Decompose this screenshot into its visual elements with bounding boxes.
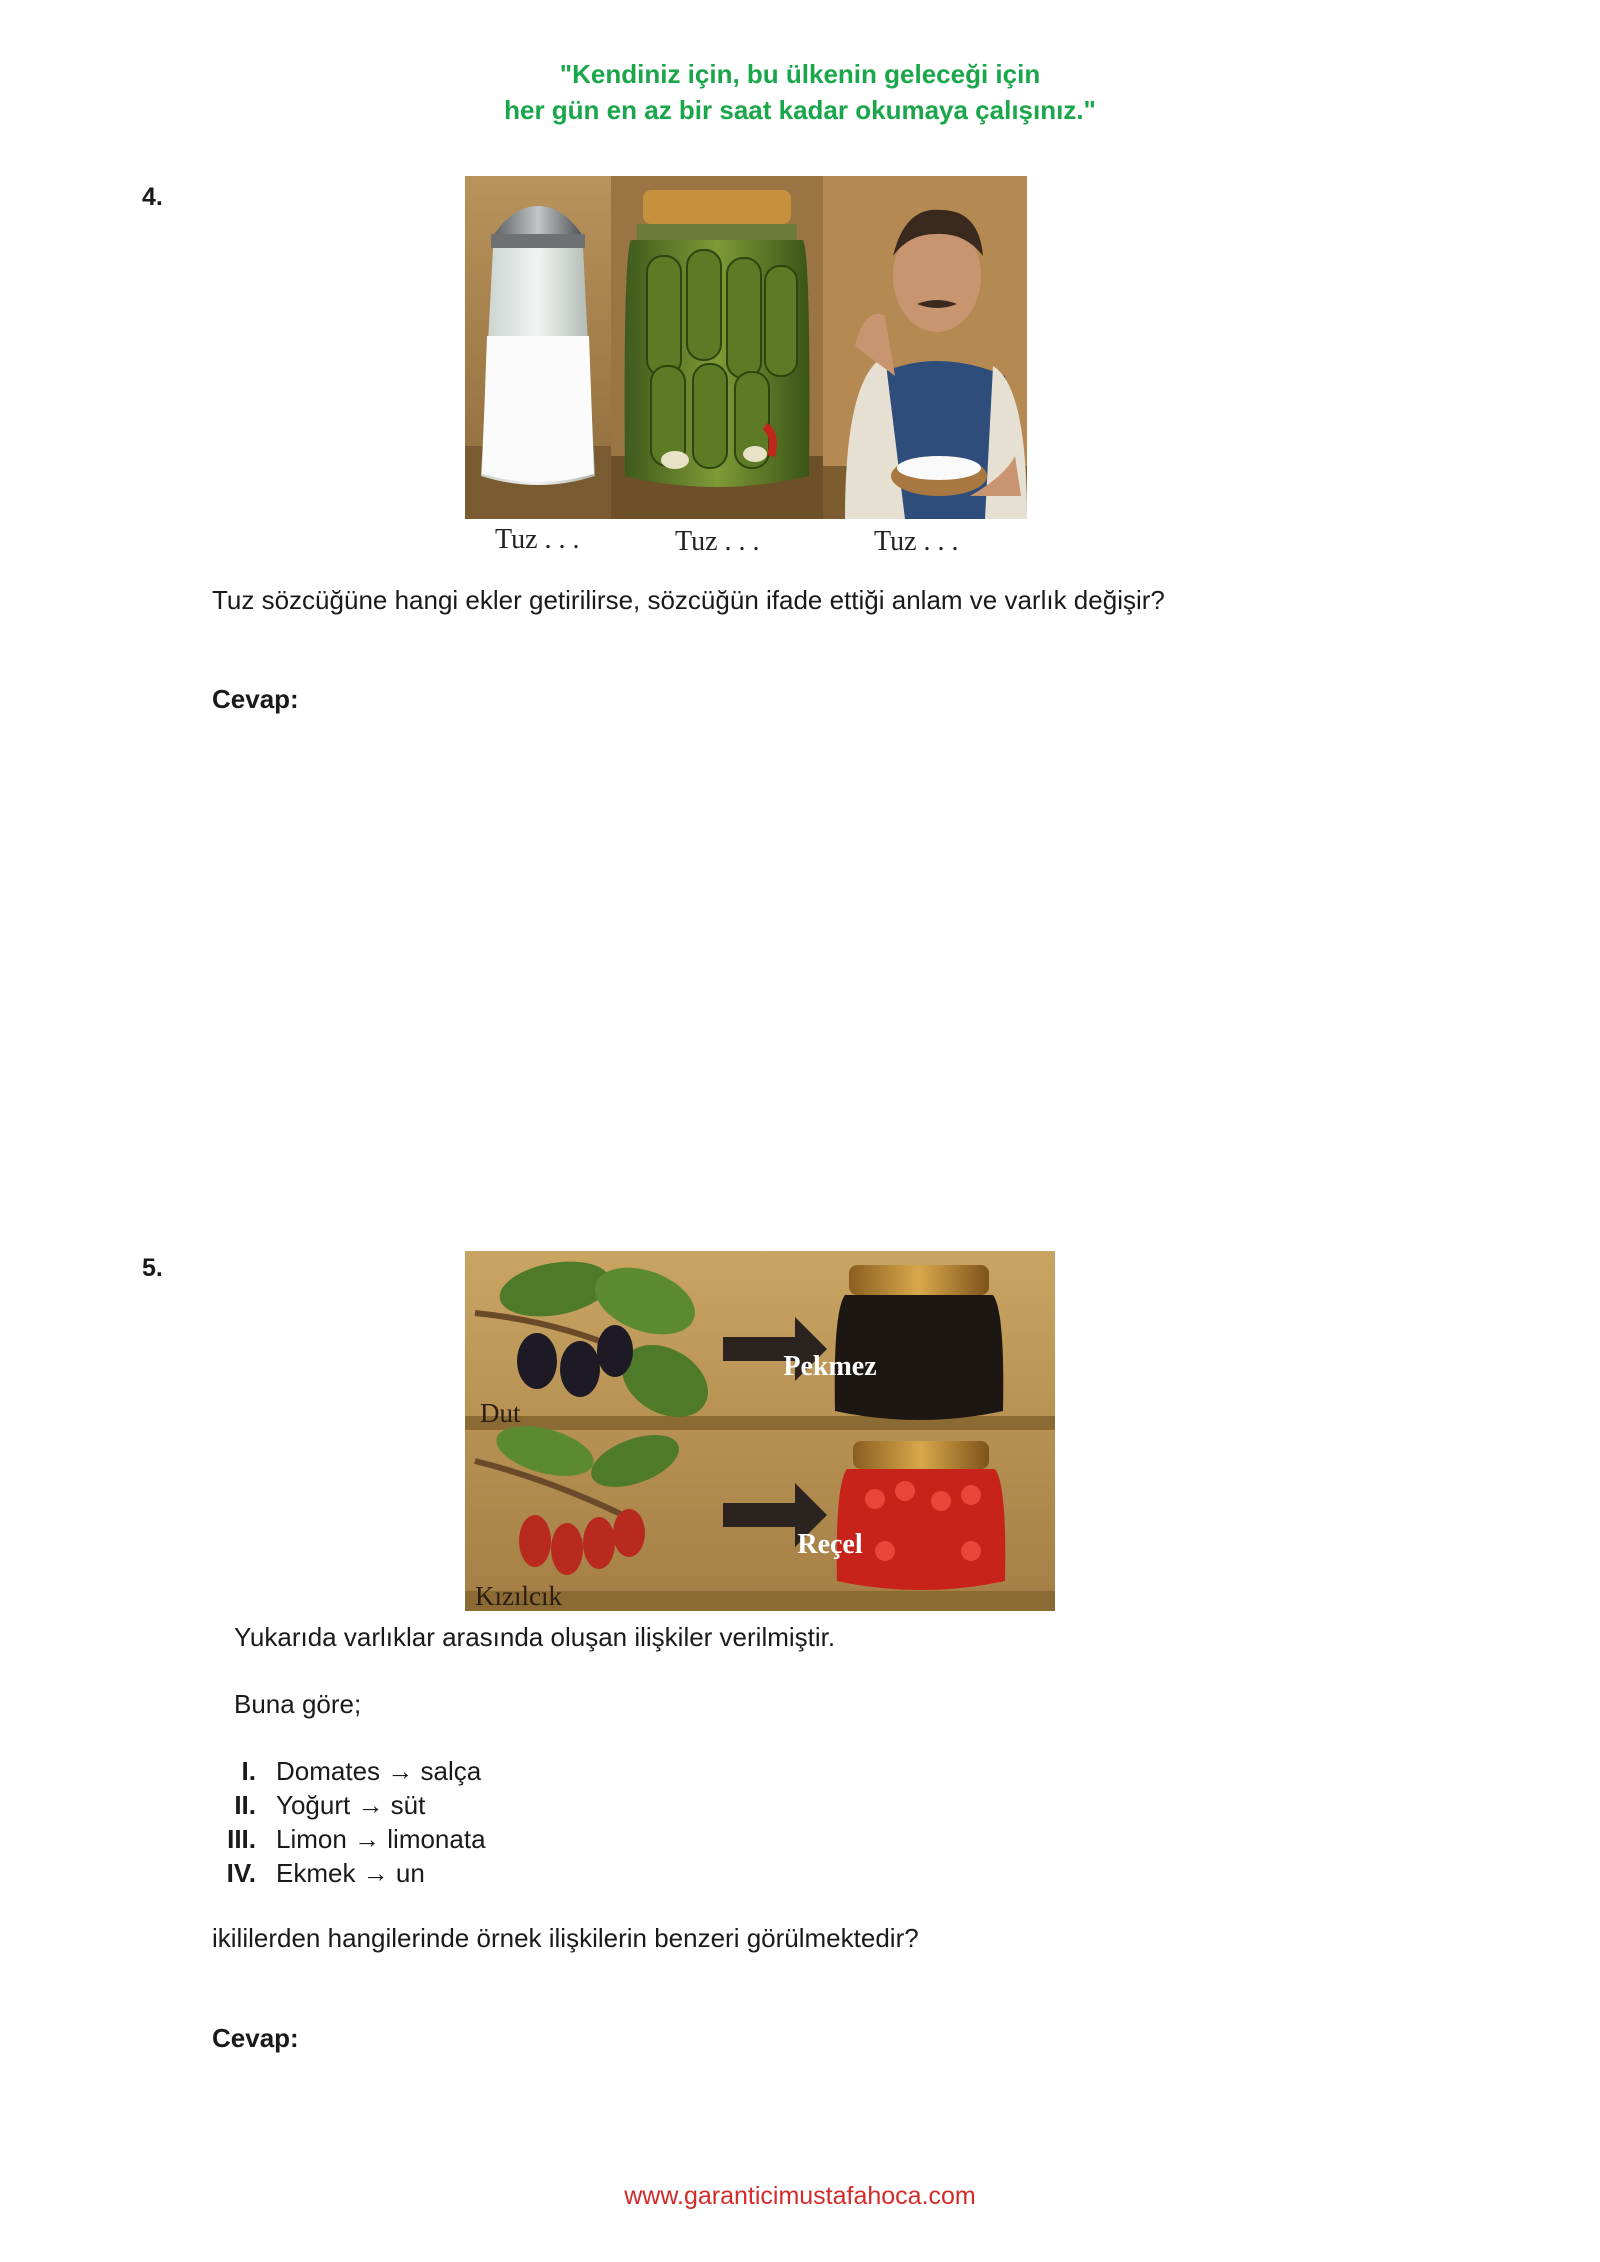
question-5-intro: Yukarıda varlıklar arasında oluşan ilişkiler verilmiştir. — [234, 1622, 836, 1652]
salt-pickles-illustration — [465, 176, 1027, 519]
option-2 — [216, 1788, 486, 1822]
question-4-number: 4. — [142, 183, 163, 211]
label-recel: Reçel — [797, 1529, 863, 1560]
label-pekmez: Pekmez — [783, 1351, 877, 1382]
option-3 — [216, 1822, 486, 1856]
option-4-text: Ekmek → un — [276, 1858, 425, 1888]
question-5-answer-label: Cevap: — [212, 2023, 299, 2053]
footer-website: www.garanticimustafahoca.com — [624, 2182, 976, 2210]
motivational-quote — [0, 56, 1600, 128]
option-4-numeral: IV. — [226, 1858, 256, 1888]
option-1 — [216, 1754, 486, 1788]
question-4-prompt: Tuz sözcüğüne hangi ekler getirilirse, sözcüğün ifade ettiği anlam ve varlık değişir? — [212, 585, 1165, 615]
question-5-number: 5. — [142, 1254, 163, 1282]
question-5-lead: Buna göre; — [234, 1689, 362, 1719]
caption-2: Tuz . . . — [675, 526, 760, 557]
question-5-options — [216, 1754, 486, 1890]
question-4-answer-label: Cevap: — [212, 684, 299, 714]
option-1-text: Domates → salça — [276, 1756, 482, 1786]
option-3-numeral: III. — [227, 1824, 256, 1854]
salt-pickles-image — [465, 176, 1027, 519]
fruit-products-image — [465, 1251, 1055, 1611]
label-kizilcik: Kızılcık — [475, 1581, 562, 1611]
option-1-numeral: I. — [241, 1756, 256, 1786]
quote-line-2: her gün en az bir saat kadar okumaya çalışınız." — [504, 95, 1096, 125]
label-dut: Dut — [480, 1398, 521, 1428]
question-5-prompt: ikililerden hangilerinde örnek ilişkilerin benzeri görülmektedir? — [212, 1923, 919, 1953]
option-4 — [216, 1856, 486, 1890]
option-2-text: Yoğurt → süt — [276, 1790, 426, 1820]
quote-line-1: "Kendiniz için, bu ülkenin geleceği için — [559, 59, 1041, 89]
caption-1: Tuz . . . — [495, 524, 580, 555]
option-3-text: Limon → limonata — [276, 1824, 486, 1854]
caption-3: Tuz . . . — [874, 526, 959, 557]
option-2-numeral: II. — [234, 1790, 256, 1820]
